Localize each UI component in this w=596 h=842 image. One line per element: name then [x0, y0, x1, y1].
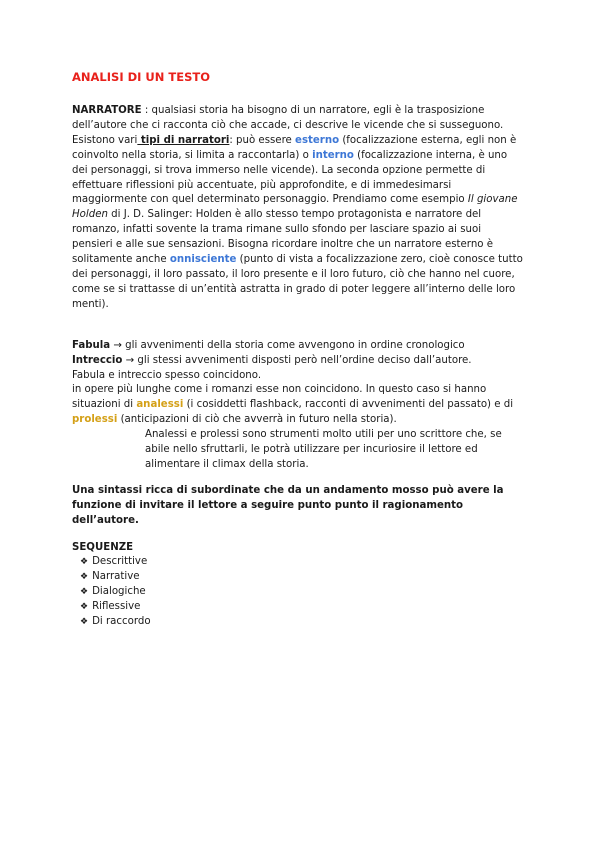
narratore-text-f: (punto di vista a focalizzazione zero, cioè conosce tutto dei personaggi, il loro passato, il loro presente e il loro futuro, ciò che hanno nel cuore, come se si trattasse di un’entità astratta in grado di poter leggere all’interno delle loro menti).	[72, 254, 523, 310]
list-item	[80, 615, 524, 630]
narratore-text-e: di J. D. Salinger: Holden è allo stesso tempo protagonista e narratore del romanzo, infatti sovente la trama rimane sullo sfondo per lasciare spazio ai suoi pensieri e alle sue sensazioni. Bisogna ricordare inoltre che un narratore esterno è solitamente anche	[72, 209, 494, 266]
sintassi-statement: Una sintassi ricca di subordinate che da un andamento mosso può avere la funzione di invitare il lettore a seguire punto punto il ragionamento dell’autore.	[72, 484, 504, 526]
list-item-label: Narrative	[92, 571, 140, 583]
sequenze-section	[72, 541, 524, 630]
tipi-narratori-term: tipi di narratori	[137, 134, 230, 146]
intreccio-label: Intreccio	[72, 354, 123, 366]
book-title: Il giovane Holden	[72, 194, 518, 221]
narratore-intro: : qualsiasi storia ha bisogno di un narratore, egli è la trasposizione dell’autore che ci racconta ciò che accade, ci descrive le vicende che si susseguono.	[72, 105, 504, 131]
narratore-text-a: Esistono vari	[72, 134, 138, 146]
analessi-prolessi-note: Analessi e prolessi sono strumenti molto utili per uno scrittore che, se abile nello sfruttarli, le potrà utilizzare per incuriosire il lettore ed alimentare il climax della storia.	[145, 429, 502, 470]
narratore-text-b: : può essere	[229, 134, 296, 146]
diamond-bullet-icon: ❖	[80, 587, 89, 598]
list-item	[80, 600, 524, 615]
list-item	[80, 555, 524, 570]
analessi-term: analessi	[136, 399, 184, 411]
sequenze-list	[72, 555, 524, 630]
narratore-section	[72, 104, 524, 313]
diamond-bullet-icon: ❖	[80, 602, 89, 613]
diamond-bullet-icon: ❖	[80, 572, 89, 583]
fabula-text-a: in opere più lunghe come i romanzi esse non coincidono. In questo caso si hanno situazioni di	[72, 384, 487, 411]
sequenze-heading: SEQUENZE	[72, 541, 134, 553]
list-item-label: Di raccordo	[92, 616, 151, 628]
fabula-definition: → gli avvenimenti della storia come avvengono in ordine cronologico	[110, 339, 465, 351]
narratore-text-d: (focalizzazione interna, è uno dei personaggi, si trova immerso nelle vicende). La seconda opzione permette di effettuare riflessioni più accentuate, più approfondite, e di immedesimarsi maggiormente con quel determinato personaggio. Prendiamo come esempio	[72, 149, 508, 206]
list-item	[80, 570, 524, 585]
list-item	[80, 585, 524, 600]
narratore-label: NARRATORE	[72, 105, 142, 116]
list-item-label: Dialogiche	[92, 586, 146, 598]
document-page	[72, 70, 524, 630]
esterno-term: esterno	[295, 134, 340, 146]
fabula-text-b: (i cosiddetti flashback, racconti di avvenimenti del passato) e di	[183, 399, 514, 411]
list-item-label: Riflessive	[92, 601, 141, 613]
narratore-text-c: (focalizzazione esterna, egli non è coinvolto nella storia, si limita a raccontarla) o	[72, 134, 517, 161]
intreccio-definition: → gli stessi avvenimenti disposti però nell’ordine deciso dall’autore.	[122, 354, 472, 366]
fabula-label: Fabula	[72, 339, 111, 351]
fabula-section	[72, 339, 524, 428]
fabula-text-c: (anticipazioni di ciò che avverrà in futuro nella storia).	[117, 414, 397, 426]
document-title: ANALISI DI UN TESTO	[72, 70, 210, 84]
list-item-label: Descrittive	[92, 556, 148, 568]
onnisciente-term: onnisciente	[169, 254, 237, 266]
diamond-bullet-icon: ❖	[80, 557, 89, 568]
fabula-intreccio-note: Fabula e intreccio spesso coincidono.	[72, 369, 262, 381]
interno-term: interno	[312, 149, 354, 161]
diamond-bullet-icon: ❖	[80, 617, 89, 628]
prolessi-term: prolessi	[72, 414, 118, 426]
